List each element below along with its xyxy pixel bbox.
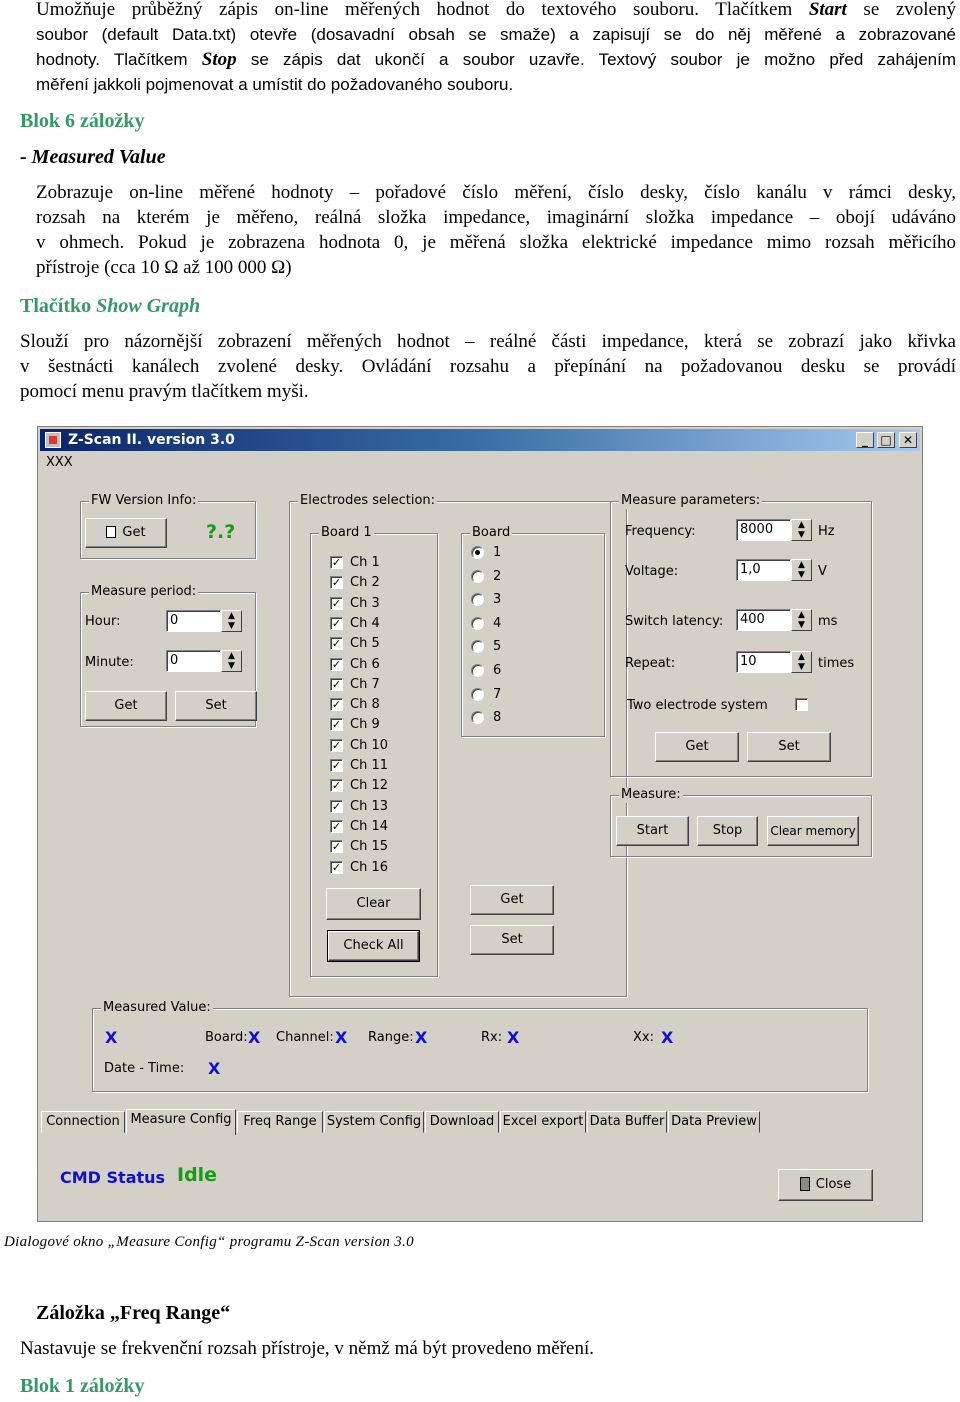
exit-door-icon <box>800 1177 810 1191</box>
tab-strip <box>41 1111 921 1137</box>
checkmark-icon: ✓ <box>331 698 342 712</box>
measure-params-group <box>610 493 872 777</box>
fw-version-value: ?.? <box>206 521 236 543</box>
channel-label: Ch 12 <box>350 778 388 794</box>
spin-arrows-icon[interactable]: ▲ ▼ <box>221 650 242 672</box>
tab-item[interactable]: Excel export <box>500 1111 586 1133</box>
sg-line-2: v šestnácti kanálech zvolené desky. Ovládání rozsahu a přepínání na požadovanou desku se provádí <box>20 356 956 377</box>
intro-paragraph <box>36 0 956 97</box>
channel-label: Ch 8 <box>350 697 380 713</box>
close-button[interactable]: Close <box>778 1169 873 1201</box>
measure-label: Measure: <box>621 787 681 802</box>
board-radio-label: 3 <box>493 592 502 608</box>
spin-arrows-icon[interactable]: ▲ ▼ <box>221 610 242 632</box>
cmd-status-value: Idle <box>177 1164 218 1186</box>
clear-memory-button[interactable]: Clear memory <box>767 816 859 846</box>
mv-line-1: Zobrazuje on-line měřené hodnoty – pořadové číslo měření, číslo desky, číslo kanálu v rámci desky, <box>36 182 956 203</box>
rx-label: Rx: <box>481 1030 503 1045</box>
window-title: Z-Scan II. version 3.0 <box>68 432 235 448</box>
rx-value: X <box>507 1028 520 1047</box>
board-radio-label: 7 <box>493 686 502 702</box>
xx-value: X <box>661 1028 674 1047</box>
board-radio-label: 5 <box>493 639 502 655</box>
mv-line-2: rozsah na kterém je měřeno, reálná složka impedance, imaginární složka impedance – obojí udáváno <box>36 207 956 228</box>
intro-line-3: hodnoty. Tlačítkem Stop se zápis dat ukončí a soubor uzavře. Textový soubor je možno před zahájením <box>36 49 956 70</box>
tab-item[interactable]: Download <box>425 1111 499 1133</box>
checkmark-icon: ✓ <box>331 637 342 651</box>
channel-value-label: Channel: <box>276 1030 334 1045</box>
voltage-label: Voltage: <box>625 564 679 579</box>
checkmark-icon: ✓ <box>331 677 342 691</box>
repeat-label: Repeat: <box>625 656 676 671</box>
freq-range-heading: Záložka „Freq Range“ <box>36 1302 231 1324</box>
channel-value: X <box>335 1028 348 1047</box>
board-radio-label: 1 <box>493 545 502 560</box>
voltage-input[interactable]: 1,0 <box>736 559 791 581</box>
electrodes-set-button[interactable]: Set <box>470 925 554 955</box>
board-label: Board <box>472 525 511 540</box>
checkmark-icon: ✓ <box>331 616 342 630</box>
channel-label: Ch 4 <box>350 615 380 631</box>
latency-label: Switch latency: <box>625 614 724 629</box>
measure-period-label: Measure period: <box>91 584 197 599</box>
title-bar[interactable] <box>40 429 920 451</box>
hour-spinner[interactable] <box>166 610 242 632</box>
block1-heading: Blok 1 záložky <box>20 1375 145 1397</box>
channel-label: Ch 15 <box>350 839 388 855</box>
electrodes-get-button[interactable]: Get <box>470 885 554 915</box>
checkmark-icon: ✓ <box>331 718 342 732</box>
checkmark-icon: ✓ <box>331 576 342 590</box>
figure-caption: Dialogové okno „Measure Config“ programu Z-Scan version 3.0 <box>4 1234 414 1250</box>
tab-item[interactable]: Connection <box>41 1111 125 1133</box>
spin-arrows-icon[interactable]: ▲ ▼ <box>791 651 812 673</box>
latency-spinner[interactable] <box>736 609 812 631</box>
board-radio-label: 2 <box>493 568 502 584</box>
intro-line-2: soubor (default Data.txt) otevře (dosavadní obsah se smaže) a zapisují se do něj měřené a zobrazované <box>36 25 956 44</box>
sg-line-1: Slouží pro názornější zobrazení měřených hodnot – reálné části impedance, která se zobrazí jako křivka <box>20 331 956 352</box>
app-icon <box>45 432 61 448</box>
maximize-icon[interactable]: □ <box>877 432 895 448</box>
radio-icon <box>471 570 484 583</box>
mv-line-4: přístroje (cca 10 Ω až 100 000 Ω) <box>36 257 292 278</box>
channel-label: Ch 16 <box>350 859 388 875</box>
minute-label: Minute: <box>85 655 134 670</box>
checkmark-icon: ✓ <box>331 819 342 833</box>
checkmark-icon: ✓ <box>331 779 342 793</box>
minimize-icon[interactable]: _ <box>856 432 874 448</box>
tab-item[interactable]: Freq Range <box>237 1111 323 1133</box>
channel-label: Ch 11 <box>350 758 388 773</box>
xx-label: Xx: <box>633 1030 654 1045</box>
board-value: X <box>248 1028 261 1047</box>
channel-label: Ch 10 <box>350 737 388 753</box>
checkmark-icon: ✓ <box>331 860 342 874</box>
board-radio-label: 4 <box>493 615 502 631</box>
show-graph-heading: Tlačítko Show Graph <box>20 295 201 317</box>
radio-icon <box>471 546 484 559</box>
range-value: X <box>415 1028 428 1047</box>
hour-label: Hour: <box>85 614 121 629</box>
tab-item[interactable]: System Config <box>324 1111 424 1133</box>
channel-label: Ch 2 <box>350 575 380 591</box>
repeat-spinner[interactable] <box>736 651 812 673</box>
spin-arrows-icon[interactable]: ▲ ▼ <box>791 609 812 631</box>
measure-params-label: Measure parameters: <box>621 493 761 508</box>
board-radio-label: 6 <box>493 663 502 678</box>
checkmark-icon: ✓ <box>331 799 342 813</box>
channel-label: Ch 7 <box>350 676 380 692</box>
measured-value-label: Measured Value: <box>103 1000 211 1015</box>
tab-item[interactable]: Measure Config <box>126 1109 236 1135</box>
params-get-button[interactable]: Get <box>655 732 739 762</box>
mv-line-3: v ohmech. Pokud je zobrazena hodnota 0, je měřená složka elektrické impedance mimo rozsah měřicího <box>36 232 956 253</box>
range-value-label: Range: <box>368 1030 414 1045</box>
start-button[interactable]: Start <box>616 816 689 846</box>
voltage-unit: V <box>818 564 827 579</box>
minute-spinner[interactable] <box>166 650 242 672</box>
get-doc-icon <box>106 526 116 538</box>
spin-arrows-icon[interactable]: ▲ ▼ <box>791 519 812 541</box>
fw-get-button[interactable]: Get <box>85 518 167 548</box>
checkmark-icon: ✓ <box>331 657 342 671</box>
measured-value-heading: - Measured Value <box>20 146 166 168</box>
two-electrode-label: Two electrode system <box>627 698 768 713</box>
checkmark-icon: ✓ <box>331 556 342 569</box>
fw-version-label: FW Version Info: <box>91 493 197 508</box>
frequency-label: Frequency: <box>625 524 696 539</box>
params-set-button[interactable]: Set <box>747 732 831 762</box>
checkmark-icon: ✓ <box>331 596 342 610</box>
datetime-label: Date - Time: <box>104 1061 185 1076</box>
voltage-spinner[interactable] <box>736 559 812 581</box>
checkmark-icon: ✓ <box>331 759 342 772</box>
block6-heading: Blok 6 záložky <box>20 110 145 132</box>
electrodes-label: Electrodes selection: <box>300 493 436 508</box>
board1-label: Board 1 <box>321 525 372 540</box>
tab-item[interactable]: Data Preview <box>668 1111 760 1133</box>
spin-arrows-icon[interactable]: ▲ ▼ <box>791 559 812 581</box>
board-value-label: Board: <box>205 1030 248 1045</box>
channel-label: Ch 9 <box>350 717 380 733</box>
measured-value-group <box>92 1000 868 1092</box>
measurement-index-value: X <box>105 1028 118 1047</box>
clear-button[interactable]: Clear <box>326 888 421 920</box>
check-all-button[interactable]: Check All <box>328 931 419 961</box>
frequency-input[interactable]: 8000 <box>736 519 791 541</box>
hour-input[interactable]: 0 <box>166 610 221 632</box>
period-set-button[interactable]: Set <box>175 691 257 721</box>
minute-input[interactable]: 0 <box>166 650 221 672</box>
measured-value-paragraph <box>36 180 956 280</box>
radio-icon <box>471 664 484 677</box>
channel-label: Ch 13 <box>350 798 388 814</box>
tab-item[interactable]: Data Buffer <box>587 1111 667 1133</box>
channel-label: Ch 14 <box>350 818 388 834</box>
close-icon[interactable]: ✕ <box>899 432 917 448</box>
intro-line-1: Umožňuje průběžný zápis on-line měřených hodnot do textového souboru. Tlačítkem Start se zvolený <box>36 0 956 20</box>
radio-icon <box>471 617 484 630</box>
window-subtitle: XXX <box>46 455 73 470</box>
checkmark-icon: ✓ <box>331 840 342 854</box>
board-radio-label: 8 <box>493 710 502 726</box>
radio-icon <box>471 688 484 701</box>
intro-line-4: měření jakkoli pojmenovat a umístit do požadovaného souboru. <box>36 75 514 94</box>
latency-input[interactable]: 400 <box>736 609 791 631</box>
zscan-window <box>37 426 923 1222</box>
datetime-value: X <box>208 1059 221 1078</box>
freq-range-paragraph: Nastavuje se frekvenční rozsah přístroje, v němž má být provedeno měření. <box>20 1338 595 1359</box>
stop-button[interactable]: Stop <box>697 816 758 846</box>
show-graph-paragraph <box>20 329 956 404</box>
frequency-unit: Hz <box>818 524 835 539</box>
sg-line-3: pomocí menu pravým tlačítkem myši. <box>20 381 309 402</box>
repeat-input[interactable]: 10 <box>736 651 791 673</box>
cmd-status-label: CMD Status <box>60 1168 166 1187</box>
channel-label: Ch 6 <box>350 656 380 672</box>
channel-label: Ch 3 <box>350 595 380 611</box>
latency-unit: ms <box>818 614 838 629</box>
period-get-button[interactable]: Get <box>85 691 167 721</box>
channel-label: Ch 1 <box>350 555 380 570</box>
checkmark-icon: ✓ <box>331 738 342 752</box>
board-group <box>461 525 605 737</box>
frequency-spinner[interactable] <box>736 519 812 541</box>
repeat-unit: times <box>818 656 855 671</box>
channel-label: Ch 5 <box>350 636 380 652</box>
